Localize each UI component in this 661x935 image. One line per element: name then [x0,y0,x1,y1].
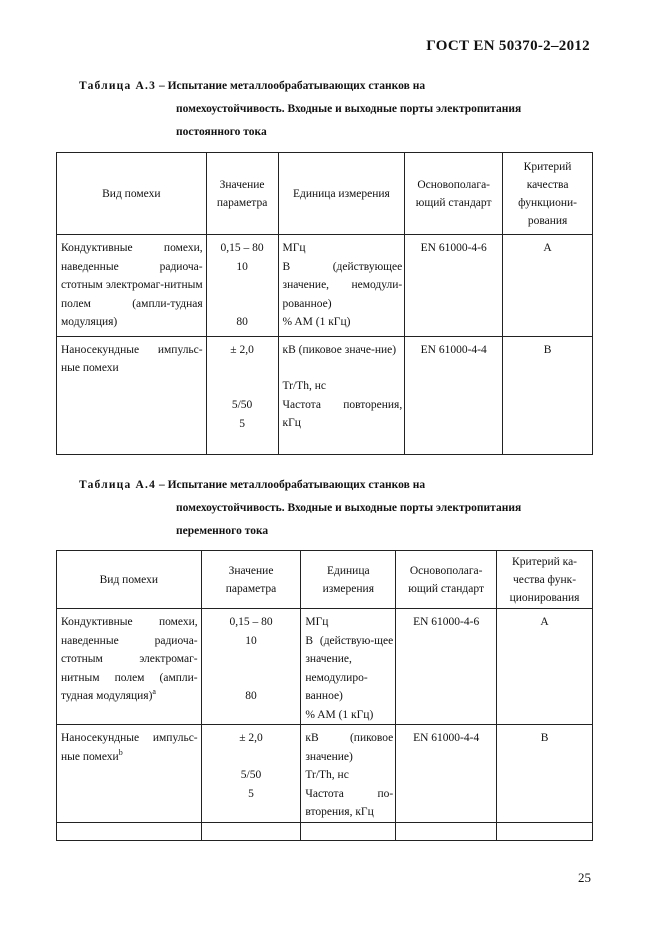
table-row [57,336,593,454]
header-cell: Значение параметра [201,551,301,609]
table-a3 [56,152,593,455]
footnote-mark: b [118,747,123,757]
header-cell: Основополага-ющий стандарт [405,153,503,235]
base-standard: EN 61000-4-6 [405,235,503,337]
parameter-value: 0,15 – 80 10 80 [201,609,301,725]
performance-criterion: В [497,725,593,823]
disturbance-type: Кондуктивные помехи, наведенные радиоча-стотным электромаг-нитным полем (ампли-тудная модуляция) [57,235,207,337]
unit-cell: кВ (пиковое значение) Tr/Th, нс Частота по-вторения, кГц [301,725,396,823]
base-standard: EN 61000-4-4 [405,336,503,454]
unit-cell: кВ (пиковое значе-ние) Tr/Th, нс Частота повторения, кГц [278,336,405,454]
table-row-empty [57,822,593,840]
parameter-value: ± 2,0 5/50 5 [201,725,301,823]
header-cell: Критерий ка-чества функ-ционирования [497,551,593,609]
header-cell: Единица измерения [301,551,396,609]
table-row [57,609,593,725]
performance-criterion: А [497,609,593,725]
table-header-row [57,551,593,609]
parameter-value: 0,15 – 80 10 80 [206,235,278,337]
base-standard: EN 61000-4-6 [396,609,497,725]
table1-caption-line2: помехоустойчивость. Входные и выходные порты электропитания [176,103,522,115]
table1-caption: Таблица А.3 – Испытание металлообрабатывающих станков на [79,80,426,92]
unit-cell: МГц В (действующее значение, немодули-рованное) % AM (1 кГц) [278,235,405,337]
disturbance-type: Наносекундные импульс-ные помехи$^b$ [57,725,202,823]
table-row [57,235,593,337]
table1-caption-line3: постоянного тока [176,126,267,138]
table2-caption-line2: помехоустойчивость. Входные и выходные порты электропитания [176,502,522,514]
document-header: ГОСТ EN 50370-2–2012 [426,38,590,54]
table-row [57,725,593,823]
header-cell: Основополага-ющий стандарт [396,551,497,609]
performance-criterion: А [503,235,593,337]
disturbance-type: Кондуктивные помехи, наведенные радиоча-стотным электромаг-нитным полем (ампли-тудная модуляция)$^a$ [57,609,202,725]
header-cell: Критерий качества функциони-рования [503,153,593,235]
table2-caption-line1: Испытание металлообрабатывающих станков на [167,479,426,491]
header-cell: Единица измерения [278,153,405,235]
page-number: 25 [578,870,591,885]
base-standard: EN 61000-4-4 [396,725,497,823]
table1-label: Таблица А.3 [79,80,157,92]
parameter-value: ± 2,0 5/50 5 [206,336,278,454]
table1-caption-line1: Испытание металлообрабатывающих станков на [167,80,426,92]
table-a4 [56,550,593,841]
unit-cell: МГц В (действую-щее значение, немодулиро-ванное) % AM (1 кГц) [301,609,396,725]
header-cell: Значение параметра [206,153,278,235]
header-cell: Вид помехи [57,153,207,235]
table-header-row [57,153,593,235]
table2-caption-line3: переменного тока [176,525,269,537]
table2-label: Таблица А.4 [79,479,157,491]
performance-criterion: В [503,336,593,454]
table2-caption: Таблица А.4 – Испытание металлообрабатывающих станков на [79,479,426,491]
header-cell: Вид помехи [57,551,202,609]
footnote-mark: a [152,687,156,697]
disturbance-type: Наносекундные импульс-ные помехи [57,336,207,454]
